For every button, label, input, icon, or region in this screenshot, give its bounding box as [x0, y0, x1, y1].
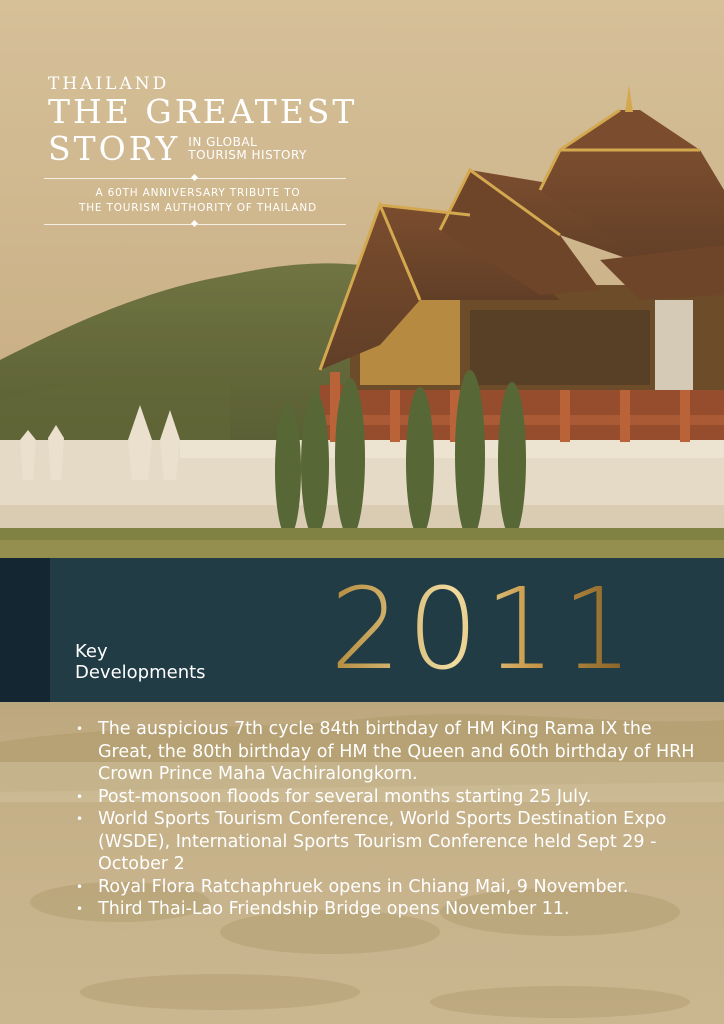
title-side-text [188, 136, 307, 162]
title-side-line1: IN GLOBAL [188, 135, 258, 149]
title-divider-top [44, 178, 346, 179]
country-title: THAILAND [48, 74, 170, 94]
title-row [48, 130, 348, 168]
list-item: • Royal Flora Ratchaphruek opens in Chiang Mai, 9 November. [76, 876, 696, 899]
key-label-line2: Developments [75, 662, 206, 683]
developments-list [76, 718, 696, 921]
subtitle [48, 186, 348, 216]
main-title: THE GREATEST [48, 92, 358, 131]
year-heading: 2011 [330, 565, 640, 695]
cover-title-block [48, 74, 358, 225]
list-item: • Third Thai-Lao Friendship Bridge opens November 11. [76, 898, 696, 921]
list-item: • The auspicious 7th cycle 84th birthday of HM King Rama IX the Great, the 80th birthday of HM the Queen and 60th birthday of HRH Crown Prince Maha Vachiralongkorn. [76, 718, 696, 786]
title-divider-bottom [44, 224, 346, 225]
list-item: • World Sports Tourism Conference, World Sports Destination Expo (WSDE), International Sports Tourism Conference held Sept 29 - October 2 [76, 808, 696, 876]
list-item: • Post-monsoon floods for several months starting 25 July. [76, 786, 696, 809]
key-developments-label [75, 641, 206, 683]
band-edge [0, 558, 50, 702]
subtitle-line2: THE TOURISM AUTHORITY OF THAILAND [79, 202, 317, 214]
key-label-line1: Key [75, 641, 108, 662]
diamond-ornament [191, 174, 198, 181]
title-side-line2: TOURISM HISTORY [188, 148, 307, 162]
title-story: STORY [48, 129, 181, 168]
subtitle-line1: A 60TH ANNIVERSARY TRIBUTE TO [95, 187, 301, 199]
